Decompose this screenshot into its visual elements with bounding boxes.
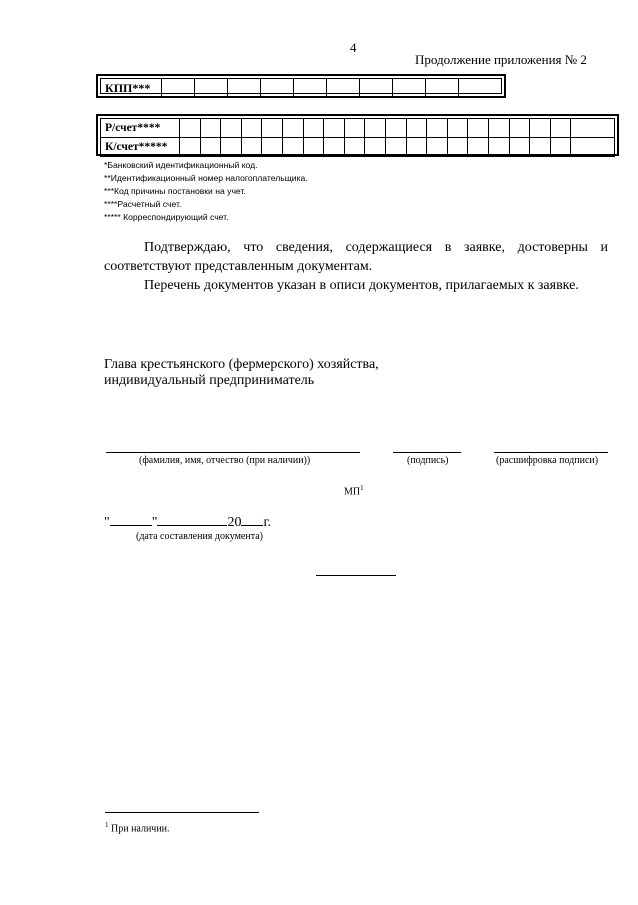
digit-cell[interactable] xyxy=(447,119,468,137)
footnote-mark: 1 xyxy=(105,821,109,829)
digit-cell[interactable] xyxy=(570,138,591,156)
accounts-table xyxy=(96,114,619,156)
page-number: 4 xyxy=(350,40,357,55)
digit-cell[interactable] xyxy=(282,119,303,137)
digit-cell[interactable] xyxy=(179,119,200,137)
stamp-footnote-mark: 1 xyxy=(360,484,364,492)
digit-cell[interactable] xyxy=(488,138,509,156)
digit-cell[interactable] xyxy=(426,138,447,156)
digit-cell[interactable] xyxy=(282,138,303,156)
digit-cell[interactable] xyxy=(323,119,344,137)
digit-cell[interactable] xyxy=(385,119,406,137)
digit-cell[interactable] xyxy=(194,79,227,96)
note-item: ***Код причины постановки на учет. xyxy=(104,186,246,196)
field-notes xyxy=(104,159,308,224)
settlement-account-row xyxy=(100,118,615,138)
digit-cell[interactable] xyxy=(220,138,241,156)
date-caption: (дата составления документа) xyxy=(136,531,263,542)
note-item: **Идентификационный номер налогоплательщика. xyxy=(104,173,308,183)
digit-cell[interactable] xyxy=(529,119,550,137)
signature-line xyxy=(393,452,461,453)
digit-cell[interactable] xyxy=(261,138,282,156)
digit-cell[interactable] xyxy=(220,119,241,137)
year-blank xyxy=(241,513,263,526)
digit-cell[interactable] xyxy=(426,119,447,137)
kpp-label: КПП*** xyxy=(105,81,151,95)
digit-cell[interactable] xyxy=(326,79,359,96)
digit-cell[interactable] xyxy=(509,119,530,137)
digit-cell[interactable] xyxy=(200,138,221,156)
note-item: ****Расчетный счет. xyxy=(104,199,182,209)
digit-cell[interactable] xyxy=(447,138,468,156)
signatory-line-1: Глава крестьянского (фермерского) хозяйства, xyxy=(104,357,379,372)
signatory-line-2: индивидуальный предприниматель xyxy=(104,373,315,388)
digit-cell[interactable] xyxy=(458,79,491,96)
confirmation-paragraph: Подтверждаю, что сведения, содержащиеся в заявке, достоверны и соответствуют представленным документам. xyxy=(104,240,608,274)
decode-line xyxy=(494,452,608,453)
correspondent-account-cells xyxy=(179,138,591,156)
digit-cell[interactable] xyxy=(529,138,550,156)
name-line xyxy=(106,452,360,453)
stamp-label: МП xyxy=(344,486,361,498)
digit-cell[interactable] xyxy=(241,119,262,137)
digit-cell[interactable] xyxy=(227,79,260,96)
digit-cell[interactable] xyxy=(406,119,427,137)
digit-cell[interactable] xyxy=(293,79,326,96)
signatory-title xyxy=(104,357,379,389)
note-item: *Банковский идентификационный код. xyxy=(104,160,258,170)
stamp-place xyxy=(344,484,364,497)
digit-cell[interactable] xyxy=(344,119,365,137)
sign-caption: (подпись) xyxy=(407,455,449,466)
name-caption: (фамилия, имя, отчество (при наличии)) xyxy=(139,455,311,466)
correspondent-account-row xyxy=(100,137,615,157)
digit-cell[interactable] xyxy=(570,119,591,137)
note-item: ***** Корреспондирующий счет. xyxy=(104,212,229,222)
digit-cell[interactable] xyxy=(323,138,344,156)
date-quote-close: " xyxy=(151,515,158,530)
year-suffix: г. xyxy=(263,515,272,530)
kpp-field xyxy=(96,74,506,98)
kpp-cells xyxy=(161,79,491,97)
digit-cell[interactable] xyxy=(550,138,571,156)
day-blank xyxy=(110,513,152,526)
digit-cell[interactable] xyxy=(200,119,221,137)
digit-cell[interactable] xyxy=(385,138,406,156)
month-blank xyxy=(157,513,227,526)
digit-cell[interactable] xyxy=(467,138,488,156)
digit-cell[interactable] xyxy=(550,119,571,137)
digit-cell[interactable] xyxy=(260,79,293,96)
settlement-account-label: Р/счет**** xyxy=(105,122,161,134)
digit-cell[interactable] xyxy=(261,119,282,137)
digit-cell[interactable] xyxy=(161,79,194,96)
documents-list-paragraph: Перечень документов указан в описи документов, прилагаемых к заявке. xyxy=(144,278,579,293)
correspondent-account-label: К/счет***** xyxy=(105,141,168,153)
digit-cell[interactable] xyxy=(241,138,262,156)
appendix-label: Продолжение приложения № 2 xyxy=(415,52,587,67)
digit-cell[interactable] xyxy=(179,138,200,156)
decode-caption: (расшифровка подписи) xyxy=(496,455,599,466)
digit-cell[interactable] xyxy=(392,79,425,96)
document-date xyxy=(104,513,271,531)
digit-cell[interactable] xyxy=(344,138,365,156)
digit-cell[interactable] xyxy=(364,119,385,137)
digit-cell[interactable] xyxy=(467,119,488,137)
separator-line xyxy=(316,575,396,576)
digit-cell[interactable] xyxy=(488,119,509,137)
digit-cell[interactable] xyxy=(303,119,324,137)
digit-cell[interactable] xyxy=(364,138,385,156)
footnote-text: При наличии. xyxy=(111,823,170,835)
digit-cell[interactable] xyxy=(406,138,427,156)
digit-cell[interactable] xyxy=(425,79,458,96)
date-quote-open: " xyxy=(104,515,110,530)
digit-cell[interactable] xyxy=(303,138,324,156)
footnote xyxy=(105,821,170,834)
settlement-account-cells xyxy=(179,119,591,137)
digit-cell[interactable] xyxy=(509,138,530,156)
footnote-rule xyxy=(105,812,259,813)
digit-cell[interactable] xyxy=(359,79,392,96)
year-prefix: 20 xyxy=(227,515,242,530)
